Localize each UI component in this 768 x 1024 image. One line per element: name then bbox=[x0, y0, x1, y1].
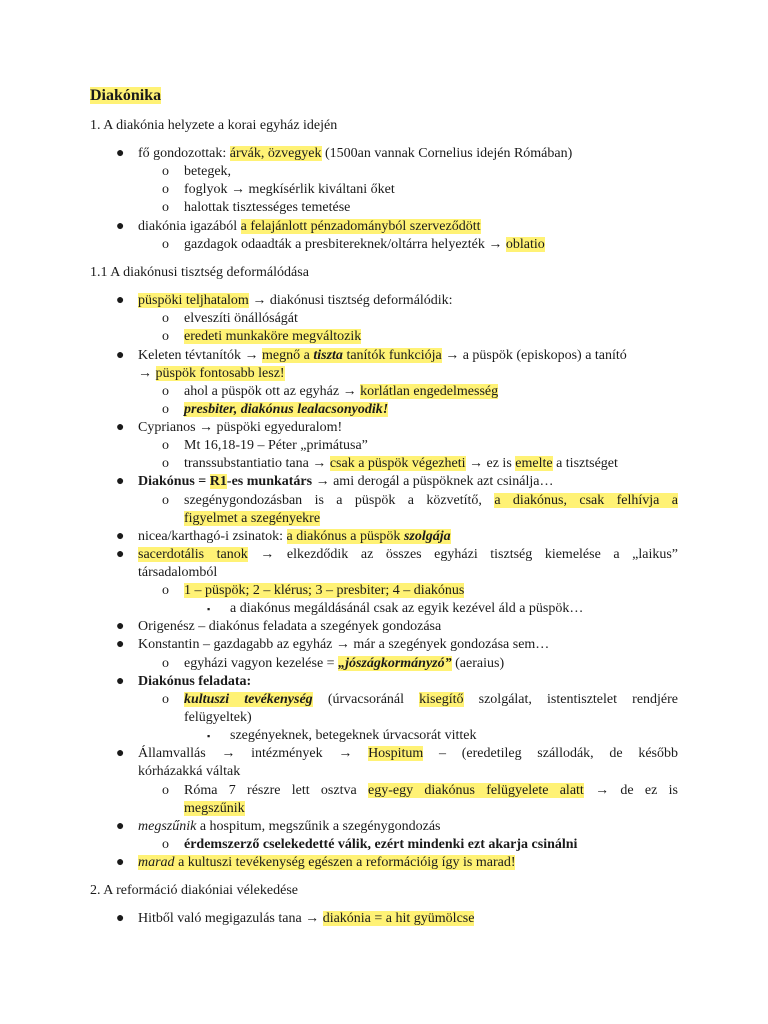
list-item: Diakónus = R1-es munkatárs → ami derogál a püspöknek azt csinálja… bbox=[138, 474, 554, 489]
list-item: a diakónus megáldásánál csak az egyik kezével áld a püspök… bbox=[230, 601, 584, 616]
bullet-o: o bbox=[162, 164, 169, 179]
list-item: marad a kultuszi tevékenység egészen a reformációig így is marad! bbox=[138, 855, 516, 870]
bullet-dot: ● bbox=[116, 746, 125, 761]
bullet-o: o bbox=[162, 182, 169, 197]
list-item: gazdagok odaadták a presbitereknek/oltárra helyezték → oblatio bbox=[184, 237, 545, 252]
list-item: egyházi vagyon kezelése = „jószágkormányzó” (aeraius) bbox=[184, 656, 505, 671]
bullet-dot: ● bbox=[116, 674, 125, 689]
bullet-o: o bbox=[162, 456, 169, 471]
list-item: érdemszerző cselekedetté válik, ezért mindenki ezt akarja csinálni bbox=[184, 837, 578, 852]
bullet-o: o bbox=[162, 438, 169, 453]
bullet-o: o bbox=[162, 329, 169, 344]
bullet-o: o bbox=[162, 837, 169, 852]
bullet-dot: ● bbox=[116, 637, 125, 652]
list-item: szegényeknek, betegeknek úrvacsorát vittek bbox=[230, 728, 477, 743]
list-item: Cyprianos → püspöki egyeduralom! bbox=[138, 420, 343, 435]
list-item: fő gondozottak: árvák, özvegyek (1500an vannak Cornelius idején Rómában) bbox=[138, 146, 573, 161]
list-item: sacerdotális tanok → elkezdődik az összes egyházi tisztség kiemelése a „laikus” bbox=[138, 547, 678, 562]
bullet-dot: ● bbox=[116, 819, 125, 834]
bullet-dot: ● bbox=[116, 348, 125, 363]
list-item: Konstantin – gazdagabb az egyház → már a szegények gondozása sem… bbox=[138, 637, 550, 652]
list-item-continuation: társadalomból bbox=[138, 565, 218, 580]
section-1-heading: 1. A diakónia helyzete a korai egyház idején bbox=[90, 118, 338, 133]
list-item-continuation: kórházakká váltak bbox=[138, 764, 241, 779]
section-2-heading: 2. A reformáció diakóniai vélekedése bbox=[90, 883, 298, 898]
bullet-o: o bbox=[162, 311, 169, 326]
list-item: Mt 16,18-19 – Péter „primátusa” bbox=[184, 438, 368, 453]
section-1-1-heading: 1.1 A diakónusi tisztség deformálódása bbox=[90, 265, 309, 280]
bullet-dot: ● bbox=[116, 529, 125, 544]
list-item: elveszíti önállóságát bbox=[184, 311, 298, 326]
list-item: megszűnik a hospitum, megszűnik a szegénygondozás bbox=[138, 819, 441, 834]
list-item: presbiter, diakónus lealacsonyodik! bbox=[184, 402, 389, 417]
bullet-o: o bbox=[162, 692, 169, 707]
bullet-o: o bbox=[162, 200, 169, 215]
bullet-dot: ● bbox=[116, 547, 125, 562]
bullet-square: ▪ bbox=[207, 731, 211, 741]
list-item: foglyok → megkísérlik kiváltani őket bbox=[184, 182, 395, 197]
bullet-dot: ● bbox=[116, 420, 125, 435]
list-item: szegénygondozásban is a püspök a közvetítő, a diakónus, csak felhívja a bbox=[184, 493, 678, 508]
list-item: eredeti munkaköre megváltozik bbox=[184, 329, 362, 344]
bullet-o: o bbox=[162, 402, 169, 417]
list-item: nicea/karthagó-i zsinatok: a diakónus a püspök szolgája bbox=[138, 529, 451, 544]
list-item: Államvallás → intézmények → Hospitum – (eredetileg szállodák, de később bbox=[138, 746, 678, 761]
list-item: Róma 7 részre lett osztva egy-egy diakónus felügyelete alatt → de ez is bbox=[184, 783, 678, 798]
bullet-o: o bbox=[162, 583, 169, 598]
bullet-o: o bbox=[162, 656, 169, 671]
bullet-square: ▪ bbox=[207, 604, 211, 614]
bullet-dot: ● bbox=[116, 146, 125, 161]
bullet-dot: ● bbox=[116, 855, 125, 870]
list-item: transsubstantiatio tana → csak a püspök végezheti → ez is emelte a tisztséget bbox=[184, 456, 618, 471]
list-item-continuation: megszűnik bbox=[184, 801, 245, 816]
bullet-dot: ● bbox=[116, 911, 125, 926]
list-item: betegek, bbox=[184, 164, 232, 179]
bullet-dot: ● bbox=[116, 619, 125, 634]
list-item: ahol a püspök ott az egyház → korlátlan engedelmesség bbox=[184, 384, 499, 399]
bullet-o: o bbox=[162, 783, 169, 798]
list-item: 1 – püspök; 2 – klérus; 3 – presbiter; 4 – diakónus bbox=[184, 583, 465, 598]
bullet-dot: ● bbox=[116, 293, 125, 308]
bullet-o: o bbox=[162, 493, 169, 508]
list-item: kultuszi tevékenység (úrvacsoránál kisegítő szolgálat, istentisztelet rendjére bbox=[184, 692, 679, 707]
list-item: diakónia igazából a felajánlott pénzadományból szerveződött bbox=[138, 219, 481, 234]
bullet-o: o bbox=[162, 384, 169, 399]
list-item: Origenész – diakónus feladata a szegények gondozása bbox=[138, 619, 442, 634]
list-item: püspöki teljhatalom → diakónusi tisztség deformálódik: bbox=[138, 293, 453, 308]
list-item: halottak tisztességes temetése bbox=[184, 200, 351, 215]
bullet-o: o bbox=[162, 237, 169, 252]
document-title: Diakónika bbox=[90, 87, 162, 104]
list-item-continuation: figyelmet a szegényekre bbox=[184, 511, 321, 526]
list-item-continuation: → püspök fontosabb lesz! bbox=[138, 366, 285, 381]
list-item: Hitből való megigazulás tana → diakónia = a hit gyümölcse bbox=[138, 911, 475, 926]
bullet-dot: ● bbox=[116, 219, 125, 234]
list-item: Diakónus feladata: bbox=[138, 674, 252, 689]
list-item: Keleten tévtanítók → megnő a tiszta tanítók funkciója → a püspök (episkopos) a tanító bbox=[138, 348, 627, 363]
list-item-continuation: felügyeltek) bbox=[184, 710, 252, 725]
bullet-dot: ● bbox=[116, 474, 125, 489]
